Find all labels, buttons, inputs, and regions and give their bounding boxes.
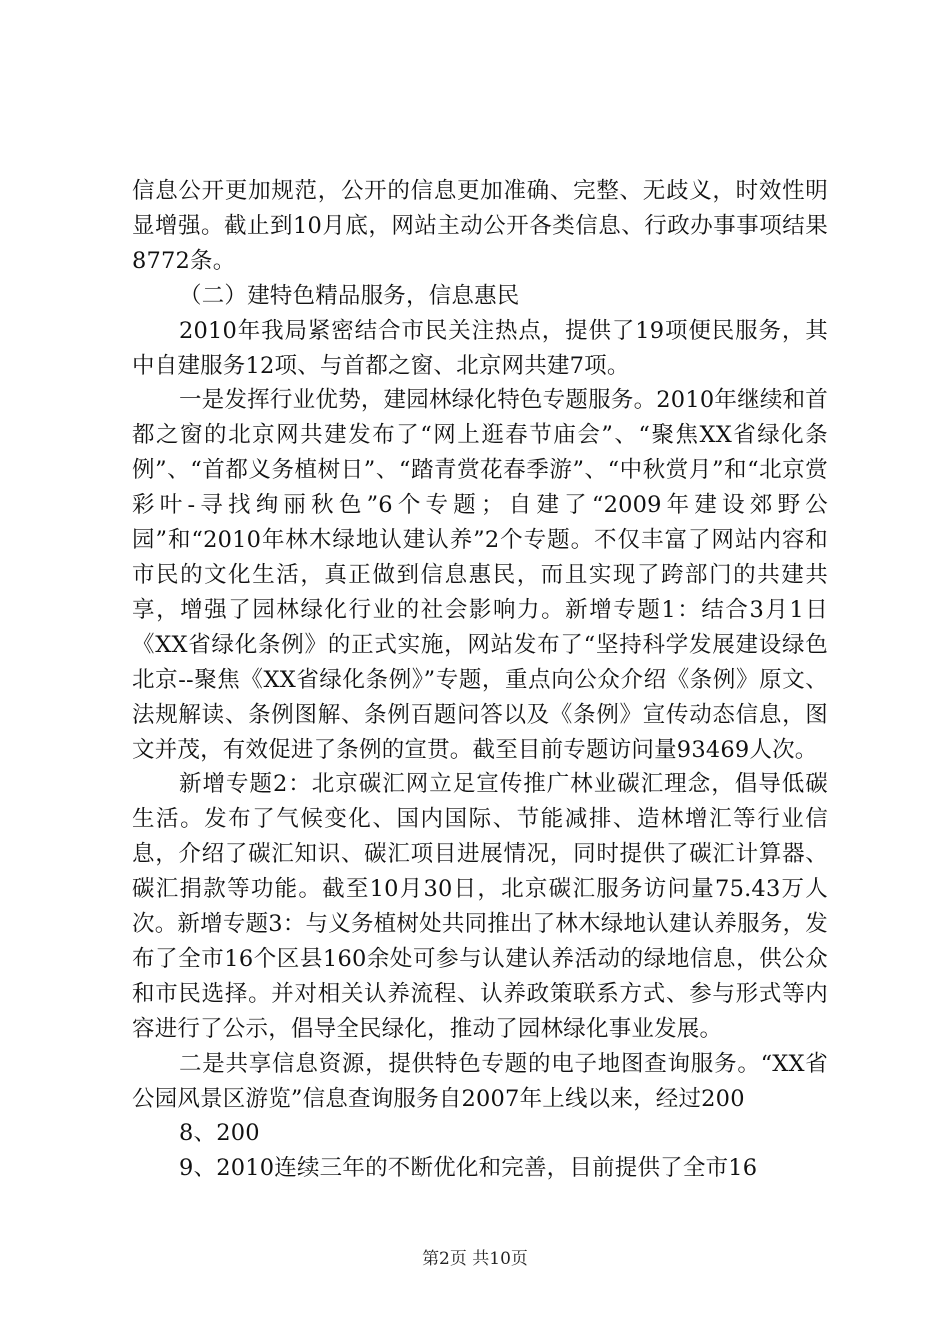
- document-body: [132, 174, 828, 1186]
- paragraph-3: 一是发挥行业优势，建园林绿化特色专题服务。2010年继续和首都之窗的北京网共建发布了“网上逛春节庙会”、“聚焦XX省绿化条例”、“首都义务植树日”、“踏青赏花春季游”、“中秋赏月”和“北京赏彩叶-寻找绚丽秋色”6个专题；自建了“2009年建设郊野公园”和“2010年林木绿地认建认养”2个专题。不仅丰富了网站内容和市民的文化生活，真正做到信息惠民，而且实现了跨部门的共建共享，增强了园林绿化行业的社会影响力。新增专题1：结合3月1日《XX省绿化条例》的正式实施，网站发布了“坚持科学发展建设绿色北京--聚焦《XX省绿化条例》”专题，重点向公众介绍《条例》原文、法规解读、条例图解、条例百题问答以及《条例》宣传动态信息，图文并茂，有效促进了条例的宣贯。截至目前专题访问量93469人次。: [132, 387, 828, 763]
- section-heading: （二）建特色精品服务，信息惠民: [179, 282, 520, 309]
- paragraph-7: 9、2010连续三年的不断优化和完善，目前提供了全市16: [179, 1155, 758, 1182]
- paragraph-2: 2010年我局紧密结合市民关注热点，提供了19项便民服务，其中自建服务12项、与首都之窗、北京网共建7项。: [132, 317, 828, 379]
- paragraph-6: 8、200: [179, 1120, 260, 1147]
- paragraph-4: 新增专题2：北京碳汇网立足宣传推广林业碳汇理念，倡导低碳生活。发布了气候变化、国内国际、节能减排、造林增汇等行业信息，介绍了碳汇知识、碳汇项目进展情况，同时提供了碳汇计算器、碳汇捐款等功能。截至10月30日，北京碳汇服务访问量75.43万人次。新增专题3：与义务植树处共同推出了林木绿地认建认养服务，发布了全市16个区县160余处可参与认建认养活动的绿地信息，供公众和市民选择。并对相关认养流程、认养政策联系方式、参与形式等内容进行了公示，倡导全民绿化，推动了园林绿化事业发展。: [132, 771, 828, 1042]
- page-footer: 第2页 共10页: [422, 1249, 528, 1269]
- paragraph-1: 信息公开更加规范，公开的信息更加准确、完整、无歧义，时效性明显增强。截止到10月底，网站主动公开各类信息、行政办事事项结果8772条。: [132, 178, 828, 274]
- paragraph-5: 二是共享信息资源，提供特色专题的电子地图查询服务。“XX省公园风景区游览”信息查询服务自2007年上线以来，经过200: [132, 1050, 828, 1112]
